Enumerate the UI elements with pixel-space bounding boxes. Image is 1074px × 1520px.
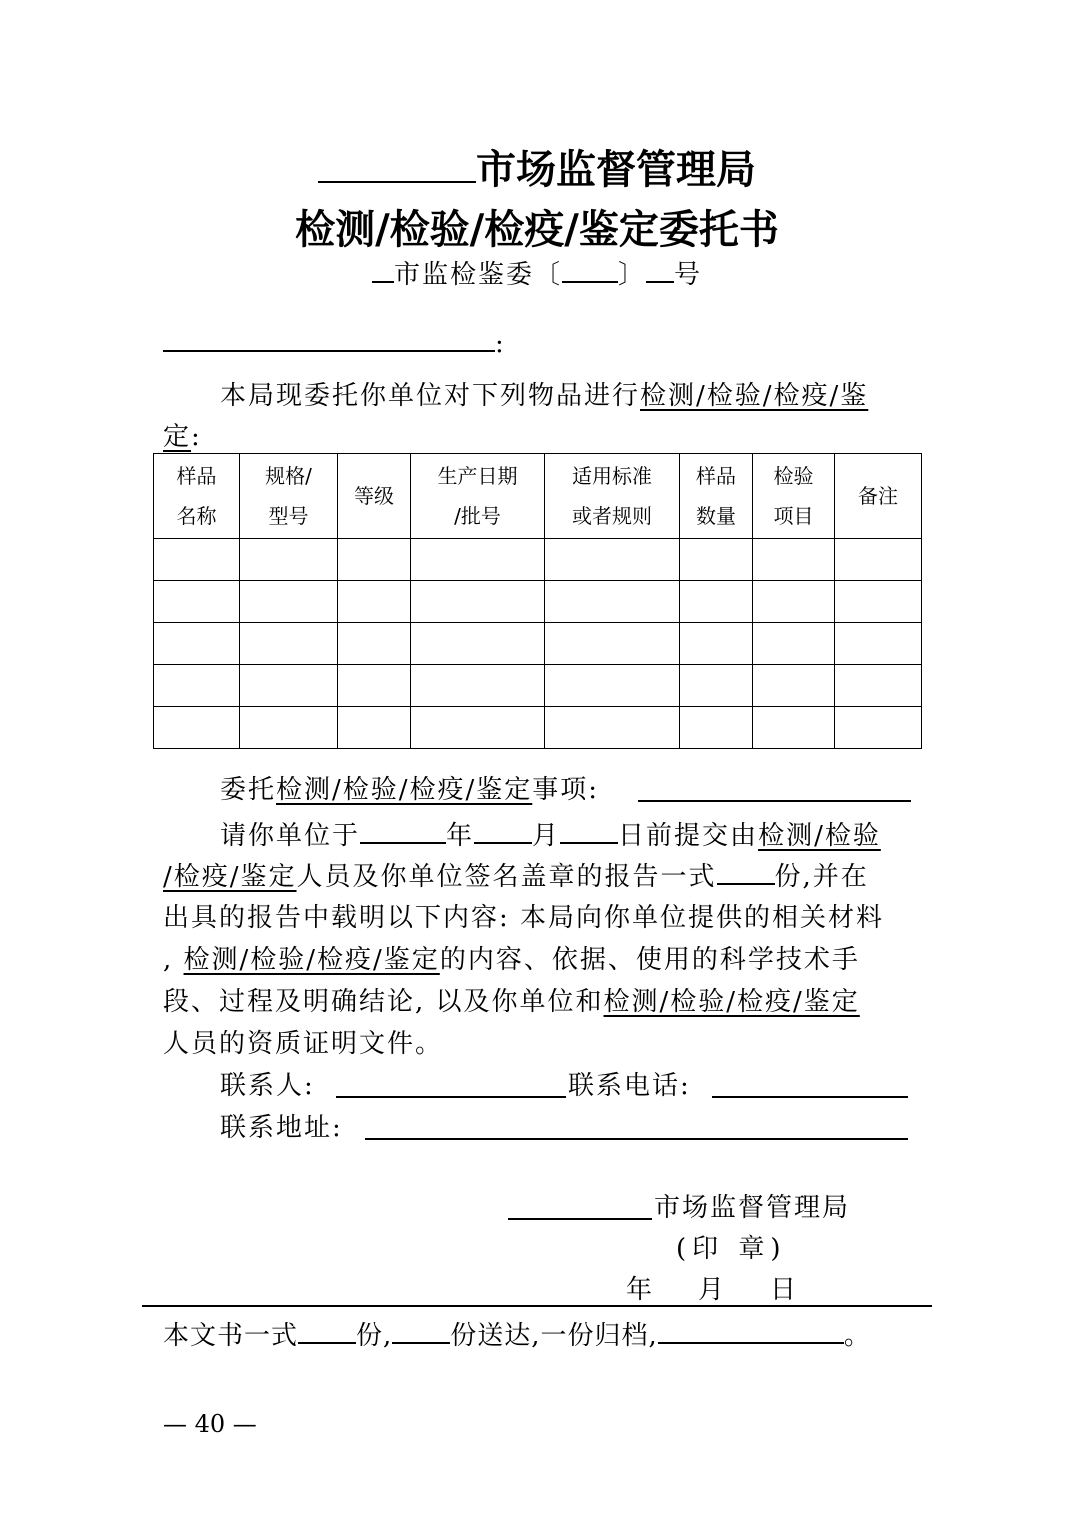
table-cell[interactable] [338,581,411,623]
footer-text-a: 本文书一式 [163,1321,299,1351]
table-header-cell [338,454,411,539]
request-line-4 [163,940,860,981]
docno-mid: 〕 [617,260,646,290]
table-header-text: 项目 [773,504,814,528]
table-header-text: 数量 [696,504,736,528]
table-cell[interactable] [753,623,835,665]
table-cell[interactable] [753,581,835,623]
report-copies-blank[interactable] [717,883,775,885]
table-cell[interactable] [411,581,545,623]
copies-total-blank[interactable] [298,1342,356,1344]
request-text-g: , [163,945,184,975]
contact-phone-blank[interactable] [712,1096,908,1098]
docno-suffix: 号 [674,260,703,290]
table-header-cell [411,454,545,539]
table-header-row [154,454,922,539]
table-cell[interactable] [411,707,545,749]
table-row [154,623,922,665]
table-cell[interactable] [240,539,338,581]
signing-agency-blank[interactable] [508,1218,652,1220]
table-cell[interactable] [545,623,680,665]
deadline-year-blank[interactable] [360,842,446,844]
request-inspection-type-d: 检测/检验/检疫/鉴定 [603,987,860,1017]
table-header-cell [154,454,240,539]
matters-blank[interactable] [638,800,911,802]
table-cell[interactable] [240,581,338,623]
table-cell[interactable] [680,539,753,581]
table-cell[interactable] [240,707,338,749]
table-cell[interactable] [680,707,753,749]
table-cell[interactable] [680,581,753,623]
docno-serial-blank[interactable] [646,281,674,283]
table-cell[interactable] [545,707,680,749]
table-cell[interactable] [680,623,753,665]
document-title: 检测/检验/检疫/鉴定委托书 [295,206,779,253]
table-cell[interactable] [338,623,411,665]
sign-month-label: 月 [698,1275,727,1305]
table-cell[interactable] [545,581,680,623]
table-header-text: 型号 [268,504,309,528]
table-row [154,665,922,707]
table-cell[interactable] [835,623,922,665]
table-cell[interactable] [338,707,411,749]
footer-line [163,1316,871,1357]
table-header-text: 规格/ [265,464,312,488]
table-header-text: 备注 [858,484,898,508]
sample-table [153,453,922,749]
request-inspection-type-c: 检测/检验/检疫/鉴定 [183,945,440,975]
table-cell[interactable] [753,665,835,707]
table-header-text: 适用标准 [572,464,652,488]
request-inspection-type-a: 检测/检验 [758,821,881,851]
agency-title [0,138,1074,195]
seal-placeholder: (印 章) [676,1234,787,1264]
table-cell[interactable] [154,623,240,665]
agency-suffix: 市场监督管理局 [476,146,756,193]
table-header-cell [240,454,338,539]
contact-address-blank[interactable] [365,1138,908,1140]
docno-year-blank[interactable] [562,281,618,283]
request-year: 年 [446,821,475,851]
footer-text-b: 份, [356,1321,393,1351]
table-cell[interactable] [835,581,922,623]
table-cell[interactable] [753,707,835,749]
intro-text: 本局现委托你单位对下列物品进行 [220,381,641,411]
table-row [154,539,922,581]
table-cell[interactable] [154,707,240,749]
matters-line [220,770,599,811]
table-cell[interactable] [835,665,922,707]
table-header-text: 名称 [176,504,217,528]
matters-label: 事项: [532,775,600,805]
request-text-i: 段、过程及明确结论, 以及你单位和 [163,987,604,1017]
matters-pre: 委托 [220,775,277,805]
table-header-text: 样品 [696,464,736,488]
footer-divider [142,1305,932,1307]
agency-name-blank[interactable] [318,181,476,183]
addressee-line [163,324,506,365]
archive-blank[interactable] [658,1342,844,1344]
table-cell[interactable] [753,539,835,581]
table-header-text: 生产日期 [437,464,518,488]
table-header-text: 等级 [354,484,394,508]
table-cell[interactable] [835,707,922,749]
intro-colon: : [191,422,202,452]
table-cell[interactable] [835,539,922,581]
copies-served-blank[interactable] [392,1342,450,1344]
table-header-cell [680,454,753,539]
request-inspection-type-b: /检疫/鉴定 [163,862,297,892]
request-text-a: 请你单位于 [220,821,361,851]
table-header-text: /批号 [454,504,501,528]
request-month: 月 [532,821,561,851]
docno-region-blank[interactable] [372,281,394,283]
deadline-day-blank[interactable] [560,842,618,844]
table-row [154,707,922,749]
matters-inspection-type: 检测/检验/检疫/鉴定 [276,775,533,805]
table-cell[interactable] [240,623,338,665]
table-cell[interactable] [338,539,411,581]
table-cell[interactable] [545,539,680,581]
sign-day-label: 日 [770,1275,799,1305]
table-cell[interactable] [154,581,240,623]
addressee-blank[interactable] [163,350,495,352]
table-cell[interactable] [154,665,240,707]
contact-address-label: 联系地址: [220,1113,343,1143]
docno-prefix: 市监检鉴委〔 [393,260,562,290]
request-text-e: 人员及你单位签名盖章的报告一式 [296,862,717,892]
table-cell[interactable] [154,539,240,581]
intro-line-1 [220,376,868,417]
request-line-5 [163,982,860,1023]
table-cell[interactable] [240,665,338,707]
request-text-d: 日前提交由 [618,821,759,851]
table-cell[interactable] [411,539,545,581]
contact-person-label: 联系人: [220,1071,315,1101]
table-cell[interactable] [680,665,753,707]
table-header-text: 检验 [773,464,814,488]
table-cell[interactable] [338,665,411,707]
request-line-2 [163,857,869,898]
footer-text-d: 。 [843,1321,871,1351]
table-cell[interactable] [545,665,680,707]
contact-person-blank[interactable] [336,1096,566,1098]
table-header-text: 样品 [176,464,217,488]
contact-phone-label: 联系电话: [568,1071,691,1101]
footer-text-c: 份送达,一份归档, [450,1321,658,1351]
signing-agency-suffix: 市场监督管理局 [654,1193,851,1223]
addressee-colon: : [495,329,506,359]
deadline-month-blank[interactable] [474,842,532,844]
request-line-6: 人员的资质证明文件。 [163,1029,444,1059]
page-number: — 40 — [163,1410,257,1438]
request-line-1 [220,816,881,857]
intro-inspection-type-a: 检测/检验/检疫/鉴 [640,381,869,411]
request-text-h: 的内容、依据、使用的科学技术手 [439,945,860,975]
table-header-cell [545,454,680,539]
intro-line-2 [163,417,202,458]
request-line-3: 出具的报告中载明以下内容: 本局向你单位提供的相关材料 [163,903,885,933]
table-cell[interactable] [411,623,545,665]
table-row [154,581,922,623]
request-text-f: 份,并在 [774,862,869,892]
table-header-cell [753,454,835,539]
table-cell[interactable] [411,665,545,707]
document-number [0,254,1074,291]
intro-inspection-type-b: 定 [163,422,192,452]
table-header-text: 或者规则 [572,504,652,528]
sign-year-label: 年 [626,1275,655,1305]
table-header-cell [835,454,922,539]
